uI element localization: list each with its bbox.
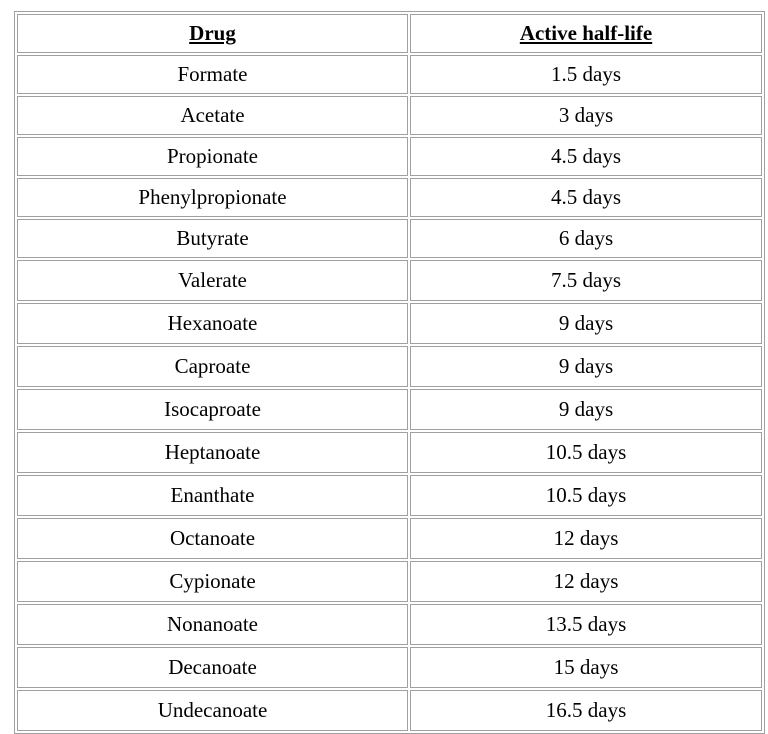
drug-cell: Hexanoate (17, 303, 408, 344)
half-life-cell: 9 days (410, 389, 762, 430)
drug-cell: Butyrate (17, 219, 408, 258)
table-row (17, 55, 762, 94)
table-header-row (17, 14, 762, 53)
drug-cell: Decanoate (17, 647, 408, 688)
table-row (17, 561, 762, 602)
table-row (17, 346, 762, 387)
drug-cell: Cypionate (17, 561, 408, 602)
drug-cell: Formate (17, 55, 408, 94)
drug-cell: Enanthate (17, 475, 408, 516)
half-life-cell: 10.5 days (410, 432, 762, 473)
table-row (17, 389, 762, 430)
half-life-cell: 4.5 days (410, 178, 762, 217)
table-row (17, 96, 762, 135)
table-row (17, 518, 762, 559)
drug-cell: Heptanoate (17, 432, 408, 473)
half-life-cell: 6 days (410, 219, 762, 258)
table-row (17, 178, 762, 217)
half-life-cell: 10.5 days (410, 475, 762, 516)
half-life-cell: 12 days (410, 561, 762, 602)
drug-cell: Valerate (17, 260, 408, 301)
table-row (17, 432, 762, 473)
half-life-cell: 12 days (410, 518, 762, 559)
drug-cell: Propionate (17, 137, 408, 176)
table-row (17, 260, 762, 301)
drug-cell: Caproate (17, 346, 408, 387)
table-row (17, 303, 762, 344)
half-life-cell: 1.5 days (410, 55, 762, 94)
drug-cell: Isocaproate (17, 389, 408, 430)
table-row (17, 137, 762, 176)
drug-cell: Phenylpropionate (17, 178, 408, 217)
half-life-cell: 9 days (410, 346, 762, 387)
half-life-table (14, 11, 765, 734)
half-life-cell: 9 days (410, 303, 762, 344)
half-life-table-container (14, 11, 761, 734)
drug-cell: Nonanoate (17, 604, 408, 645)
drug-cell: Acetate (17, 96, 408, 135)
table-row (17, 475, 762, 516)
table-row (17, 690, 762, 731)
half-life-cell: 16.5 days (410, 690, 762, 731)
half-life-cell: 3 days (410, 96, 762, 135)
drug-cell: Undecanoate (17, 690, 408, 731)
half-life-cell: 7.5 days (410, 260, 762, 301)
half-life-cell: 13.5 days (410, 604, 762, 645)
table-row (17, 647, 762, 688)
table-row (17, 604, 762, 645)
table-row (17, 219, 762, 258)
column-header-active-half-life: Active half-life (410, 14, 762, 53)
half-life-cell: 15 days (410, 647, 762, 688)
column-header-drug: Drug (17, 14, 408, 53)
half-life-cell: 4.5 days (410, 137, 762, 176)
drug-cell: Octanoate (17, 518, 408, 559)
